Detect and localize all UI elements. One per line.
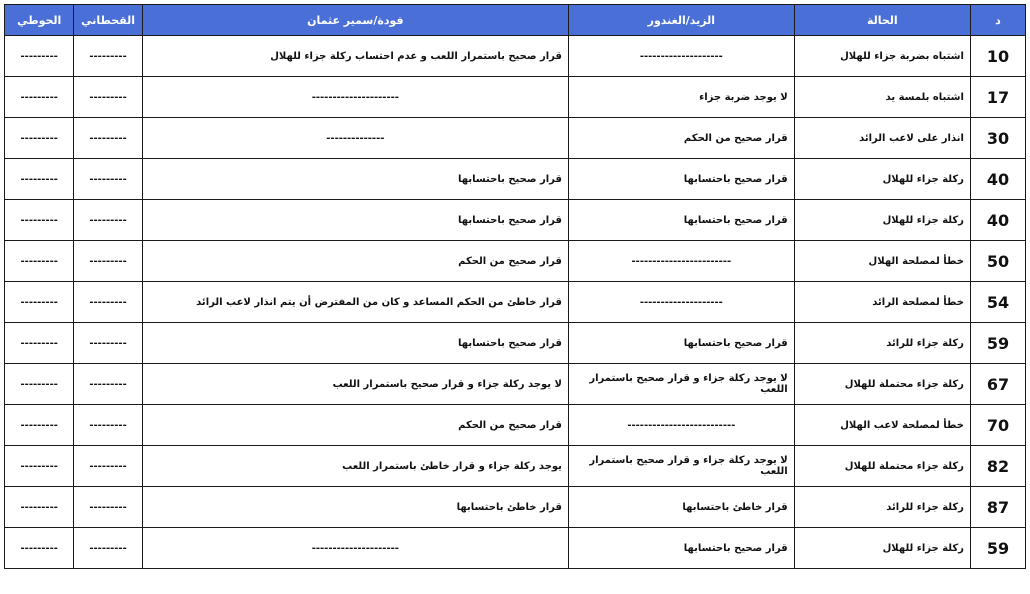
cell-qahtani: --------- <box>74 446 142 487</box>
table-row <box>5 446 1026 487</box>
cell-qahtani: --------- <box>74 159 142 200</box>
table-row <box>5 528 1026 569</box>
cell-case: انذار على لاعب الرائد <box>794 118 970 159</box>
cell-hoti: --------- <box>5 282 74 323</box>
cell-qahtani: --------- <box>74 282 142 323</box>
cell-case: ركلة جزاء للهلال <box>794 200 970 241</box>
cell-hoti: --------- <box>5 528 74 569</box>
cell-zaid: لا يوجد ضربة جزاء <box>568 77 794 118</box>
cell-hoti: --------- <box>5 36 74 77</box>
cell-zaid: قرار صحيح باحتسابها <box>568 200 794 241</box>
cell-hoti: --------- <box>5 323 74 364</box>
cell-zaid: ------------------------ <box>568 241 794 282</box>
cell-zaid: قرار صحيح باحتسابها <box>568 323 794 364</box>
header-num: د <box>970 5 1025 36</box>
table-row <box>5 405 1026 446</box>
cell-fouda: --------------------- <box>142 528 568 569</box>
cell-case: اشتباه بلمسة يد <box>794 77 970 118</box>
cell-fouda: قرار خاطئ باحتسابها <box>142 487 568 528</box>
cell-zaid: قرار صحيح باحتسابها <box>568 528 794 569</box>
cell-num: 59 <box>970 323 1025 364</box>
cell-fouda: قرار صحيح باحتسابها <box>142 159 568 200</box>
header-hoti: الحوطي <box>5 5 74 36</box>
cell-zaid: لا يوجد ركلة جزاء و قرار صحيح باستمرار اللعب <box>568 364 794 405</box>
table-row <box>5 36 1026 77</box>
cell-qahtani: --------- <box>74 241 142 282</box>
cell-qahtani: --------- <box>74 36 142 77</box>
cell-qahtani: --------- <box>74 323 142 364</box>
table-row <box>5 323 1026 364</box>
table-row <box>5 241 1026 282</box>
cell-num: 40 <box>970 200 1025 241</box>
cell-case: خطأ لمصلحة الهلال <box>794 241 970 282</box>
cell-case: ركلة جزاء محتملة للهلال <box>794 364 970 405</box>
cell-qahtani: --------- <box>74 487 142 528</box>
cell-fouda: -------------- <box>142 118 568 159</box>
cell-hoti: --------- <box>5 118 74 159</box>
cell-fouda: قرار خاطئ من الحكم المساعد و كان من المفترض أن يتم انذار لاعب الرائد <box>142 282 568 323</box>
cell-case: ركلة جزاء للهلال <box>794 528 970 569</box>
cell-num: 10 <box>970 36 1025 77</box>
table-row <box>5 282 1026 323</box>
cell-qahtani: --------- <box>74 118 142 159</box>
referee-table-container <box>4 4 1026 569</box>
cell-zaid: -------------------- <box>568 36 794 77</box>
cell-hoti: --------- <box>5 241 74 282</box>
cell-zaid: قرار صحيح من الحكم <box>568 118 794 159</box>
table-row <box>5 77 1026 118</box>
cell-hoti: --------- <box>5 405 74 446</box>
cell-num: 82 <box>970 446 1025 487</box>
cell-zaid: قرار صحيح باحتسابها <box>568 159 794 200</box>
table-row <box>5 159 1026 200</box>
cell-qahtani: --------- <box>74 200 142 241</box>
cell-fouda: قرار صحيح من الحكم <box>142 241 568 282</box>
cell-hoti: --------- <box>5 364 74 405</box>
header-zaid: الزيد/الغندور <box>568 5 794 36</box>
header-case: الحالة <box>794 5 970 36</box>
cell-zaid: -------------------- <box>568 282 794 323</box>
cell-case: ركلة جزاء للهلال <box>794 159 970 200</box>
cell-num: 87 <box>970 487 1025 528</box>
cell-num: 17 <box>970 77 1025 118</box>
cell-fouda: --------------------- <box>142 77 568 118</box>
header-fouda: فودة/سمير عثمان <box>142 5 568 36</box>
cell-zaid: قرار خاطئ باحتسابها <box>568 487 794 528</box>
cell-qahtani: --------- <box>74 77 142 118</box>
cell-qahtani: --------- <box>74 364 142 405</box>
cell-fouda: يوجد ركلة جزاء و قرار خاطئ باستمرار اللعب <box>142 446 568 487</box>
cell-hoti: --------- <box>5 200 74 241</box>
cell-fouda: قرار صحيح من الحكم <box>142 405 568 446</box>
cell-fouda: قرار صحيح باستمرار اللعب و عدم احتساب ركلة جزاء للهلال <box>142 36 568 77</box>
cell-num: 40 <box>970 159 1025 200</box>
cell-fouda: لا يوجد ركلة جزاء و قرار صحيح باستمرار اللعب <box>142 364 568 405</box>
table-row <box>5 200 1026 241</box>
cell-fouda: قرار صحيح باحتسابها <box>142 323 568 364</box>
cell-hoti: --------- <box>5 487 74 528</box>
referee-decisions-table <box>4 4 1026 569</box>
table-row <box>5 364 1026 405</box>
cell-fouda: قرار صحيح باحتسابها <box>142 200 568 241</box>
table-row <box>5 118 1026 159</box>
cell-hoti: --------- <box>5 77 74 118</box>
cell-num: 70 <box>970 405 1025 446</box>
cell-num: 67 <box>970 364 1025 405</box>
cell-case: خطأ لمصلحة الرائد <box>794 282 970 323</box>
cell-zaid: -------------------------- <box>568 405 794 446</box>
cell-case: ركلة جزاء للرائد <box>794 323 970 364</box>
cell-case: خطأ لمصلحة لاعب الهلال <box>794 405 970 446</box>
cell-qahtani: --------- <box>74 528 142 569</box>
cell-hoti: --------- <box>5 446 74 487</box>
table-row <box>5 487 1026 528</box>
cell-num: 30 <box>970 118 1025 159</box>
cell-zaid: لا يوجد ركلة جزاء و قرار صحيح باستمرار اللعب <box>568 446 794 487</box>
cell-hoti: --------- <box>5 159 74 200</box>
cell-case: اشتباه بضربة جزاء للهلال <box>794 36 970 77</box>
cell-case: ركلة جزاء للرائد <box>794 487 970 528</box>
cell-num: 54 <box>970 282 1025 323</box>
cell-num: 50 <box>970 241 1025 282</box>
cell-case: ركلة جزاء محتملة للهلال <box>794 446 970 487</box>
header-qahtani: القحطاني <box>74 5 142 36</box>
table-header-row <box>5 5 1026 36</box>
cell-qahtani: --------- <box>74 405 142 446</box>
cell-num: 59 <box>970 528 1025 569</box>
